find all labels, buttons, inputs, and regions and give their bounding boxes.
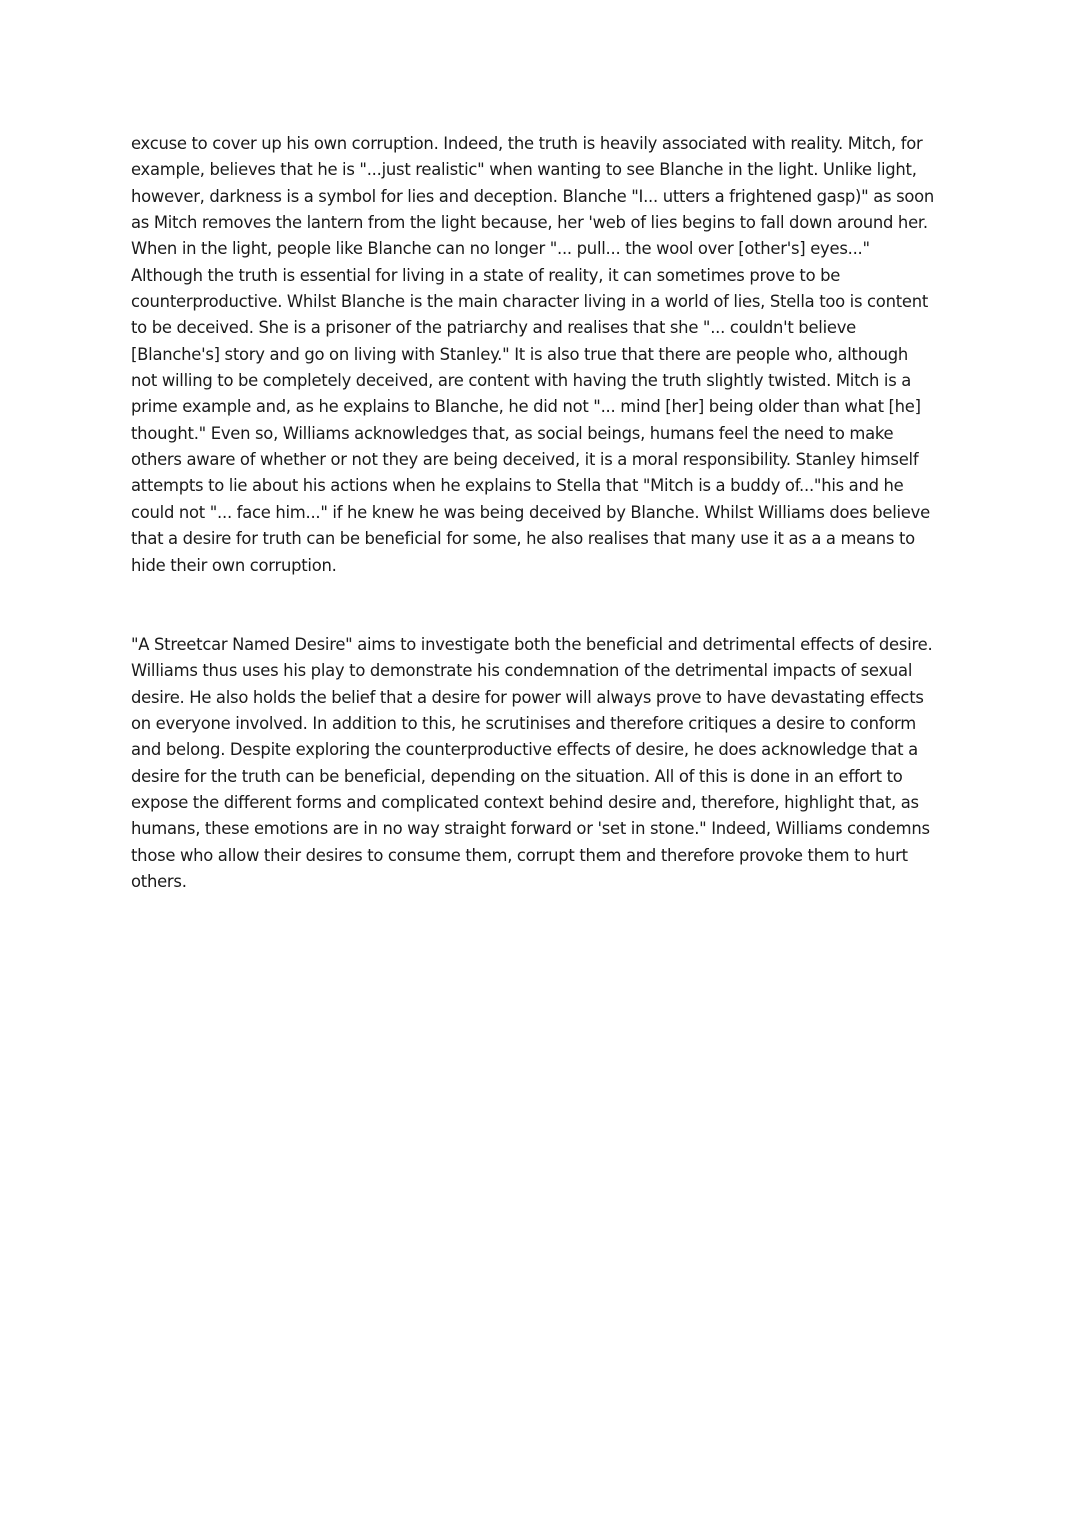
text-line: that a desire for truth can be beneficial for some, he also realises that many use it as a a means to — [131, 529, 915, 549]
text-line: desire for the truth can be beneficial, depending on the situation. All of this is done in an effort to — [131, 766, 903, 786]
text-line: thought." Even so, Williams acknowledges that, as social beings, humans feel the need to make — [131, 423, 894, 443]
text-line: not willing to be completely deceived, are content with having the truth slightly twisted. Mitch is a — [131, 371, 912, 391]
text-line: [Blanche's] story and go on living with Stanley." It is also true that there are people who, although — [131, 344, 909, 364]
text-line: "A Streetcar Named Desire" aims to investigate both the beneficial and detrimental effects of desire. — [131, 635, 933, 654]
text-line: counterproductive. Whilst Blanche is the main character living in a world of lies, Stella too is content — [131, 292, 929, 312]
body-paragraph-truth — [131, 131, 961, 579]
text-line: Williams thus uses his play to demonstrate his condemnation of the detrimental impacts of sexual — [131, 661, 913, 681]
text-line: and belong. Despite exploring the counterproductive effects of desire, he does acknowledge that a — [131, 740, 918, 760]
text-line: humans, these emotions are in no way straight forward or 'set in stone." Indeed, Williams condemns — [131, 819, 930, 839]
text-line: example, believes that he is "...just realistic" when wanting to see Blanche in the light. Unlike light, — [131, 160, 917, 180]
text-line: desire. He also holds the belief that a desire for power will always prove to have devastating effects — [131, 687, 924, 707]
text-line: to be deceived. She is a prisoner of the patriarchy and realises that she "... couldn't believe — [131, 318, 857, 338]
conclusion-paragraph — [131, 632, 961, 895]
text-line: those who allow their desires to consume them, corrupt them and therefore provoke them to hurt — [131, 845, 908, 865]
text-line: could not "... face him..." if he knew he was being deceived by Blanche. Whilst Williams does believe — [131, 502, 930, 522]
text-line: others. — [131, 872, 187, 892]
text-line: expose the different forms and complicated context behind desire and, therefore, highlight that, as — [131, 793, 919, 813]
text-line: as Mitch removes the lantern from the light because, her 'web of lies begins to fall down around her. — [131, 213, 928, 233]
text-line: excuse to cover up his own corruption. Indeed, the truth is heavily associated with reality. Mitch, for — [131, 134, 923, 153]
text-line: others aware of whether or not they are being deceived, it is a moral responsibility. Stanley himself — [131, 450, 919, 470]
text-line: hide their own corruption. — [131, 555, 337, 575]
text-line: prime example and, as he explains to Blanche, he did not "... mind [her] being older than what [he] — [131, 397, 921, 417]
text-line: on everyone involved. In addition to this, he scrutinises and therefore critiques a desire to conform — [131, 714, 916, 734]
text-line: attempts to lie about his actions when he explains to Stella that "Mitch is a buddy of..."his and he — [131, 476, 904, 496]
text-line: however, darkness is a symbol for lies and deception. Blanche "I... utters a frightened gasp)" as soon — [131, 186, 935, 206]
text-line: Although the truth is essential for living in a state of reality, it can sometimes prove to be — [131, 265, 841, 285]
text-line: When in the light, people like Blanche can no longer "... pull... the wool over [other's] eyes..." — [131, 239, 870, 259]
